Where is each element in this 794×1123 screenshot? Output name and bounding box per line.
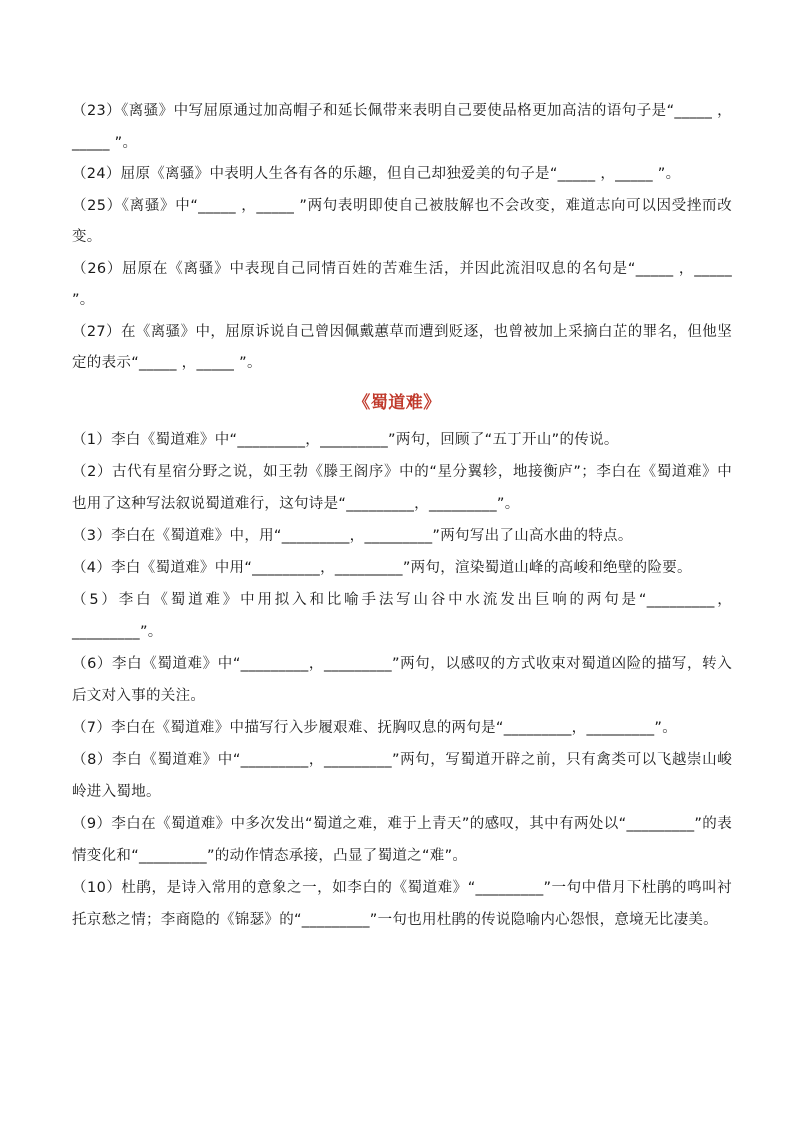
section-heading-shudaonan: 《蜀道难》 [353,393,441,413]
question-7: （7）李白在《蜀道难》中描写行入步履艰难、抚胸叹息的两句是“_________，_________”。 [72,720,678,736]
question-3: （3）李白在《蜀道难》中，用“_________，_________”两句写出了山高水曲的特点。 [72,528,633,544]
question-5: （5）李白《蜀道难》中用拟入和比喻手法写山谷中水流发出巨响的两句是“_________，_________”。 [72,592,732,640]
question-1: （1）李白《蜀道难》中“_________，_________”两句，回顾了“五丁开山”的传说。 [72,432,619,448]
question-27: （27）在《离骚》中，屈原诉说自己曾因佩戴蕙草而遭到贬逐，也曾被加上采摘白芷的罪名，但他坚定的表示“_____ ，_____ ”。 [72,323,732,371]
question-8: （8）李白《蜀道难》中“_________，_________”两句，写蜀道开辟之前，只有禽类可以飞越崇山峻岭进入蜀地。 [72,752,732,800]
lisao-question-list [72,96,732,380]
question-26: （26）屈原在《离骚》中表现自己同情百姓的苦难生活，并因此流泪叹息的名句是“_____ ，_____ ”。 [72,260,732,308]
question-4: （4）李白《蜀道难》中用“_________，_________”两句，渲染蜀道山峰的高峻和绝壁的险要。 [72,560,692,576]
question-23: （23）《离骚》中写屈原通过加高帽子和延长佩带来表明自己要使品格更加高洁的语句子是“_____ ，_____ ”。 [72,103,732,151]
question-9: （9）李白在《蜀道难》中多次发出“蜀道之难，难于上青天”的感叹，其中有两处以“_________”的表情变化和“_________”的动作情态承接，凸显了蜀道之“难”。 [72,816,732,864]
question-6: （6）李白《蜀道难》中“_________，_________”两句，以感叹的方式收束对蜀道凶险的描写，转入后文对入事的关注。 [72,656,732,704]
question-2: （2）古代有星宿分野之说，如王勃《滕王阁序》中的“星分翼轸，地接衡庐”；李白在《蜀道难》中也用了这种写法叙说蜀道难行，这句诗是“_________，_________”。 [72,464,732,512]
shudaonan-question-list [72,424,732,936]
question-25: （25）《离骚》中“_____ ，_____ ”两句表明即使自己被肢解也不会改变，难道志向可以因受挫而改变。 [72,197,732,245]
question-24: （24）屈原《离骚》中表明人生各有各的乐趣，但自己却独爱美的句子是“_____ ，_____ ”。 [72,166,681,182]
question-10: （10）杜鹃，是诗入常用的意象之一，如李白的《蜀道难》“_________”一句中借月下杜鹃的鸣叫衬托京愁之情；李商隐的《锦瑟》的“_________”一句也用杜鹃的传说隐喻内心怨恨，意境无比凄美。 [72,880,732,928]
